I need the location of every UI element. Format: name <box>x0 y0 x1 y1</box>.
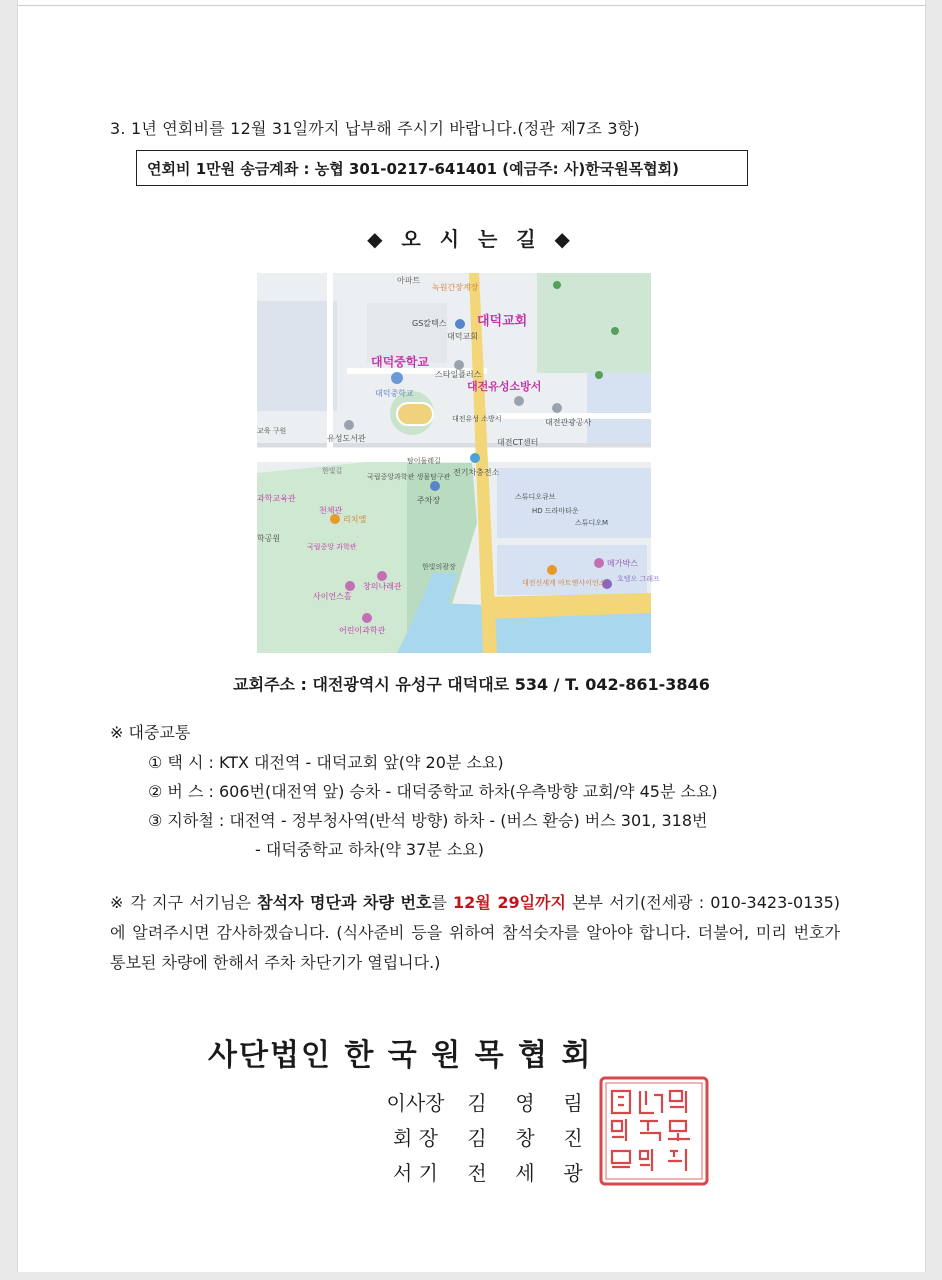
sig-role: 회 장 <box>393 1126 438 1150</box>
map-label-church-big: 대덕교회 <box>477 314 528 329</box>
map-label-fire-small: 대전유성 소방서 <box>452 415 502 423</box>
signature-president <box>378 1122 597 1151</box>
map-label-richel: 리치엘 <box>343 515 367 524</box>
map-label-school-big: 대덕중학교 <box>371 355 429 369</box>
map-label-edu: 교육 구원 <box>257 427 287 435</box>
bank-account-box: 연회비 1만원 송금계좌 : 농협 301-0217-641401 (예금주: 사)한국원목협회) <box>136 150 748 186</box>
page-top-edge <box>18 0 925 6</box>
signature-chairman <box>378 1087 597 1116</box>
official-seal <box>598 1075 710 1187</box>
organization-name: 사단법인 한 국 원 목 협 회 <box>208 1038 593 1073</box>
map-label-park: 학공원 <box>257 534 281 543</box>
map-label-cheonche: 천체관 <box>319 506 343 515</box>
transit-subway: ③ 지하철 : 대전역 - 정부청사역(반석 방향) 하차 - (버스 환승) 버스 301, 318번 <box>148 811 708 830</box>
signature-secretary <box>378 1157 597 1186</box>
map-label-hotel: 호텔오 그래프 <box>617 575 660 583</box>
map-label-creative: 창의나래관 <box>363 582 402 591</box>
map-label-apt: 아파트 <box>397 276 421 285</box>
transit-taxi: ① 택 시 : KTX 대전역 - 대덕교회 앞(약 20분 소요) <box>148 753 504 772</box>
directions-title: ◆ 오 시 는 길 ◆ <box>367 227 576 251</box>
transit-bus: ② 버 스 : 606번(대전역 앞) 승차 - 대덕중학교 하차(우측방향 교회/약 45분 소요) <box>148 782 718 801</box>
location-map <box>257 273 660 653</box>
map-label-ct: 대전CT센터 <box>497 438 539 447</box>
notice-bold-1: 참석자 명단과 차량 번호 <box>257 893 432 912</box>
map-label-ev: 전기차충전소 <box>453 468 500 477</box>
notice-text-2: 를 <box>431 893 454 912</box>
sig-role: 서 기 <box>393 1161 438 1185</box>
map-label-sci-edu: 과학교육관 <box>257 494 296 503</box>
map-label-walkway: 탐이둘레길 <box>407 457 441 465</box>
map-label-nat-sci: 국립중앙 과학관 <box>307 543 357 551</box>
sig-name-2: 창 <box>515 1126 535 1150</box>
map-label-school-small: 대덕중학교 <box>375 389 414 398</box>
map-label-sci-hall: 사이언스홀 <box>313 592 352 601</box>
map-label-megabox: 메가박스 <box>607 559 638 568</box>
map-label-museum: 국립중앙과학관 생물탐구관 <box>367 473 451 481</box>
sig-role: 이사장 <box>386 1091 445 1115</box>
sig-name-2: 세 <box>515 1161 535 1185</box>
notice-deadline: 12월 29일까지 <box>453 893 566 912</box>
transit-heading: ※ 대중교통 <box>110 723 191 742</box>
map-label-studio-m: 스튜디오M <box>575 519 609 527</box>
sig-name-3: 광 <box>563 1161 583 1185</box>
notice-text-1: ※ 각 지구 서기님은 <box>110 893 258 912</box>
map-label-parking: 주차장 <box>417 496 441 505</box>
map-label-hd: HD 드라마타운 <box>532 507 579 515</box>
fee-notice: 3. 1년 연회비를 12월 31일까지 납부해 주시기 바랍니다.(정관 제7조 3항) <box>110 119 640 138</box>
secretary-notice <box>110 888 840 978</box>
sig-name-1: 김 <box>467 1091 487 1115</box>
sig-name-1: 전 <box>467 1161 487 1185</box>
sig-name-1: 김 <box>467 1126 487 1150</box>
notice-text-3: 본부 서기(전세광 : 010-3423-0135)에 알려주시면 감사하겠습니다. (식사준비 등을 위하여 참석숫자를 알아야 합니다. 더불어, 미리 번호가 통보된 차량에 한해서 주차 차단기가 열립니다.) <box>110 893 841 972</box>
map-label-lib: 유성도서관 <box>327 434 366 443</box>
map-label-park-lot: 녹원간장계장 <box>432 283 479 292</box>
map-label-studio: 스튜디오큐브 <box>515 493 556 501</box>
sig-name-3: 림 <box>563 1091 583 1115</box>
sig-name-3: 진 <box>563 1126 583 1150</box>
map-label-hanbit-road: 한빛길 <box>322 467 343 475</box>
sig-name-2: 영 <box>515 1091 535 1115</box>
document-page <box>17 0 926 1272</box>
map-label-hanbit: 한빛의광장 <box>422 563 456 571</box>
map-label-church-small: 대덕교회 <box>447 332 478 341</box>
map-label-kids: 어린이과학관 <box>339 626 386 635</box>
map-label-gs: GS칼텍스 <box>412 319 447 328</box>
map-label-fire-big: 대전유성소방서 <box>467 380 542 393</box>
map-label-style: 스타일플러스 <box>435 370 482 379</box>
transit-subway-cont: - 대덕중학교 하차(약 37분 소요) <box>255 840 484 859</box>
map-label-shinsegae: 대전신세계 아트앤사이언스 <box>522 579 606 587</box>
map-label-tour: 대전관광공사 <box>545 418 592 427</box>
church-address: 교회주소 : 대전광역시 유성구 대덕대로 534 / T. 042-861-3846 <box>233 675 710 694</box>
